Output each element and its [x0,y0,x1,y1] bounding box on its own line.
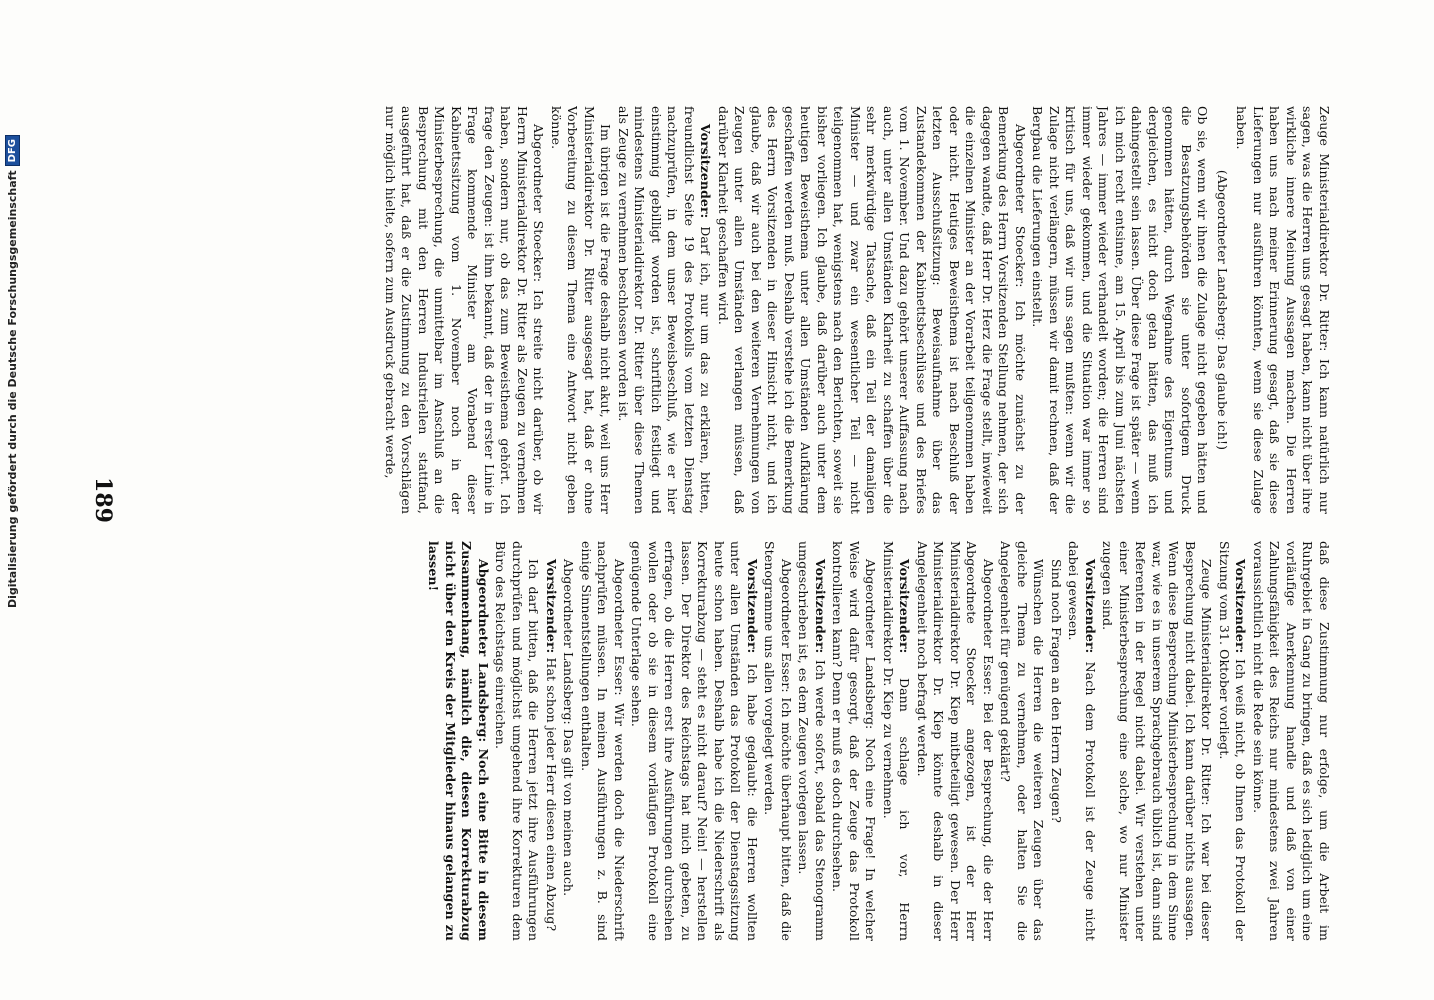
paragraph-lead: Zeuge Ministerialdirektor Dr. Ritter: Ich kann [1317,106,1332,419]
paragraph-text: natürlich nur sagen, was die Herren uns gesagt haben, kann nicht über ihre wirkliche innere Meinung Aussagen machen. Die Herren haben uns nach meiner Erinnerung gesagt, daß sie diese Lieferungen nur ausführen könnten, wenn sie diese Zulage haben. [1234,106,1332,514]
paragraph-text: Dann schlage ich vor, Herrn Ministerialdirektor Dr. Kiep zu vernehmen. [881,541,913,941]
speaker-label: Vorsitzender: [745,559,760,654]
paragraph-text: Abgeordneter Landsberg: Das gilt von meinen auch. [561,559,577,897]
paragraph [578,541,628,941]
paragraph-text: Im übrigen ist die Frage deshalb nicht akut, weil uns Herr Ministerialdirektor Dr. Ritter ausgesagt hat, daß er ohne Vorbereitung zu diesem Thema eine Antwort nicht geben könne. [549,106,614,514]
dfg-logo-icon: DFG [5,135,20,166]
paragraph [615,106,714,514]
text-column-left [120,106,1332,514]
digitization-credit [2,135,22,608]
page-number: 189 [90,477,116,523]
paragraph-text: Zeuge Ministerialdirektor Dr. Ritter: Ich war bei dieser Besprechung nicht dabei. Ich kann darüber nichts aussagen. Wenn diese Besprechung Ministerbesprechung in dem Sinne war, wie es in unserem Sprachgebrauch üblich ist, dann sind Referenten in der Regel nicht dabei. Wir verstehen unter einer Ministerbesprechung eine solche, wo nur Minister zugegen sind. [1100,541,1215,941]
paragraph-text: Darf ich, nur um das zu erklären, bitten, freundlichst Seite 19 des Protokolls vom letzten Dienstag nachzuprüfen, in dem unser Beweisbeschluß, wie er hier einstimmig gebilligt worden ist, schriftlich festliegt und mindestens Ministerialdirektor Dr. Ritter über diese Themen als Zeuge zu vernehmen beschlossen worden ist. [616,106,714,514]
paragraph [997,541,1047,941]
paragraph [829,541,879,941]
paragraph-text: Wünschen die Herren die weiteren Zeugen über das gleiche Thema zu vernehmen, oder halten Sie die Angelegenheit für genügend geklärt? [998,541,1047,941]
paragraph-text: Abgeordneter Esser: Wir werden doch die Niederschrift nachprüfen müssen. In meinen Ausführungen z. B. sind einige Sinnentstellungen enthalten. [579,541,627,941]
paragraph-text: Ich werde sofort, sobald das Stenogramm umgeschrieben ist, es dem Zeugen vorlegen lassen. [796,541,828,941]
paragraph [1048,541,1065,941]
paragraph [1214,106,1231,514]
paragraph [715,106,1029,514]
speaker-label: Vorsitzender: [813,559,828,654]
paragraph [1216,541,1249,941]
paragraph-text: Abgeordneter Stoecker: Ich möchte zunächst zu der Bemerkung des Herrn Vorsitzenden Stellung nehmen, der sich dagegen wandte, daß Herr Dr. Herz die Frage stellt, inwieweit die einzelnen Minister an der Vorarbeit teilgenommen haben oder nicht. Heutiges Beweisthema ist nach Beschluß der letzten Ausschußsitzung: Beweisaufnahme über das Zustandekommen der Kabinettsbeschlüsse und des Briefes vom 1. November. Und dazu gehört unserer Auffassung nach auch, unter allen Umständen Klarheit zu schaffen über die sehr merkwürdige Tatsache, daß ein Teil der damaligen Minister — und zwar ein wesentlicher Teil — nicht teilgenommen hat, wenigstens nach den Berichten, soweit sie bisher vorliegen. Ich glaube, daß darüber auch unter dem heutigen Beweisthema unter allen Umständen Aufklärung geschaffen werden muß. Deshalb verstehe ich die Bemerkung des Herrn Vorsitzenden in dieser Hinsicht nicht, und ich glaube, daß wir auch bei den weiteren Vernehmungen von Zeugen unter allen Umständen verlangen müssen, daß darüber Klarheit geschaffen wird. [716,106,1028,514]
paragraph [560,541,577,941]
paragraph-text: Abgeordneter Landsberg: Noch eine Frage! In welcher Weise wird dafür gesorgt, daß der Zeuge das Protokoll kontrollieren kann? Denn er muß es doch durchsehen. [830,541,879,941]
paragraph [492,541,542,941]
paragraph [543,541,560,941]
paragraph [1250,541,1333,941]
speaker-label: Vorsitzender: [897,559,913,654]
paragraph-text: Abgeordneter Landsberg: Noch eine Bitte in diesem Zusammenhang, nämlich die, diesen Korrekturabzug nicht über den Kreis der Mitglieder hinaus gelangen zu lassen! [426,541,491,941]
speaker-label: Vorsitzender: [1083,559,1098,654]
paragraph-text: Ich weiß nicht, ob Ihnen das Protokoll der Sitzung vom 31. Oktober vorliegt. [1217,541,1249,941]
paragraph-text: Ob sie, wenn wir ihnen die Zulage nicht gegeben hätten und die Besatzungsbehörden sie unter sofortigem Druck genommen hätten, durch Wegnahme des Eigentums und dergleichen, es nicht doch getan hätten, das muß ich dahingestellt sein lassen. Über diese Frage ist später — wenn ich mich recht entsinne, am 15. April bis zum Juni nächsten Jahres — immer wieder verhandelt worden; die Herren sind immer wieder gekommen, und die Situation war immer so kritisch für uns, daß wir uns sagen mußten: wenn wir die Zulage nicht verlängern, müssen wir damit rechnen, daß der Bergbau die Lieferungen einstellt. [1030,106,1211,514]
paragraph [1029,106,1211,514]
paragraph-text: Sind noch Fragen an den Herrn Zeugen? [1049,559,1064,823]
paragraph-text: (Abgeordneter Landsberg: Das glaube ich!) [1215,169,1230,451]
paragraph [1065,541,1098,941]
paragraph [1099,541,1215,941]
paragraph [628,541,760,941]
paragraph [382,106,547,514]
paragraph-text: Abgeordneter Stoecker: Ich streite nicht darüber, ob wir Herrn Ministerialdirektor Dr. Ritter als Zeugen zu vernehmen haben, sondern nur, ob das zum Beweisthema gehört. Ich frage den Zeugen: ist ihm bekannt, daß der in erster Linie in Frage kommende Minister am Vorabend dieser Kabinettssitzung vom 1. November noch in der Ministerbesprechung, die unmittelbar im Anschluß an die Besprechung mit den Herren Industriellen stattfand, ausgeführt hat, daß er die Zustimmung zu den Vorschlägen nur möglich hielte, sofern zum Ausdruck gebracht werde, [383,106,547,514]
paragraph [914,541,997,941]
paragraph-text: Nach dem Protokoll ist der Zeuge nicht dabei gewesen. [1066,541,1098,941]
paragraph-text: daß diese Zustimmung nur erfolge, um die Arbeit im Ruhrgebiet in Gang zu bringen, daß es sich lediglich um eine vorläufige Anerkennung handle und daß von einer Zahlungsfähigkeit des Reichs nur mindestens zwei Jahren voraussichtlich nicht die Rede sein könne. [1251,541,1332,941]
paragraph-text: Ich darf bitten, daß die Herren jetzt ihre Ausführungen durchprüfen und möglichst umgehend ihre Korrekturen dem Büro des Reichstags einreichen. [493,541,542,941]
paragraph [1233,106,1332,514]
paragraph [761,541,794,941]
paragraph [880,541,913,941]
paragraph [548,106,614,514]
paragraph-text: Abgeordneter Esser: Ich möchte überhaupt bitten, daß die Stenogramme uns allen vorgelegt werden. [762,541,794,941]
paragraph-text: Hat schon jeder Herr diesen einen Abzug? [544,657,559,932]
credit-text: Digitalisierung gefördert durch die Deutsche Forschungsgemeinschaft [5,170,19,608]
paragraph-text: Abgeordneter Esser: Bei der Besprechung, die der Herr Abgeordnete Stoecker angezogen, ist der Herr Ministerialdirektor Dr. Kiep mitbeteiligt gewesen. Der Herr Ministerialdirektor Dr. Kiep könnte deshalb in dieser Angelegenheit noch befragt werden. [915,541,996,941]
paragraph [795,541,828,941]
text-column-right [120,541,1332,941]
paragraph-text: Ich habe geglaubt: die Herren wollten unter allen Umständen das Protokoll der Dienstagssitzung heute schon haben. Deshalb habe ich die Niederschrift als Korrekturabzug — steht es nicht darauf? Nein! — herstellen lassen. Der Direktor des Reichstags hat mich gebeten, zu erfragen, ob die Herren erst ihre Ausführungen durchsehen wollen oder ob sie in diesem vorläufigen Protokoll eine genügende Unterlage sehen. [629,541,760,941]
speaker-label: Vorsitzender: [698,124,714,219]
speaker-label: Vorsitzender: [544,559,559,654]
speaker-label: Vorsitzender: [1233,559,1249,654]
paragraph [425,541,491,941]
